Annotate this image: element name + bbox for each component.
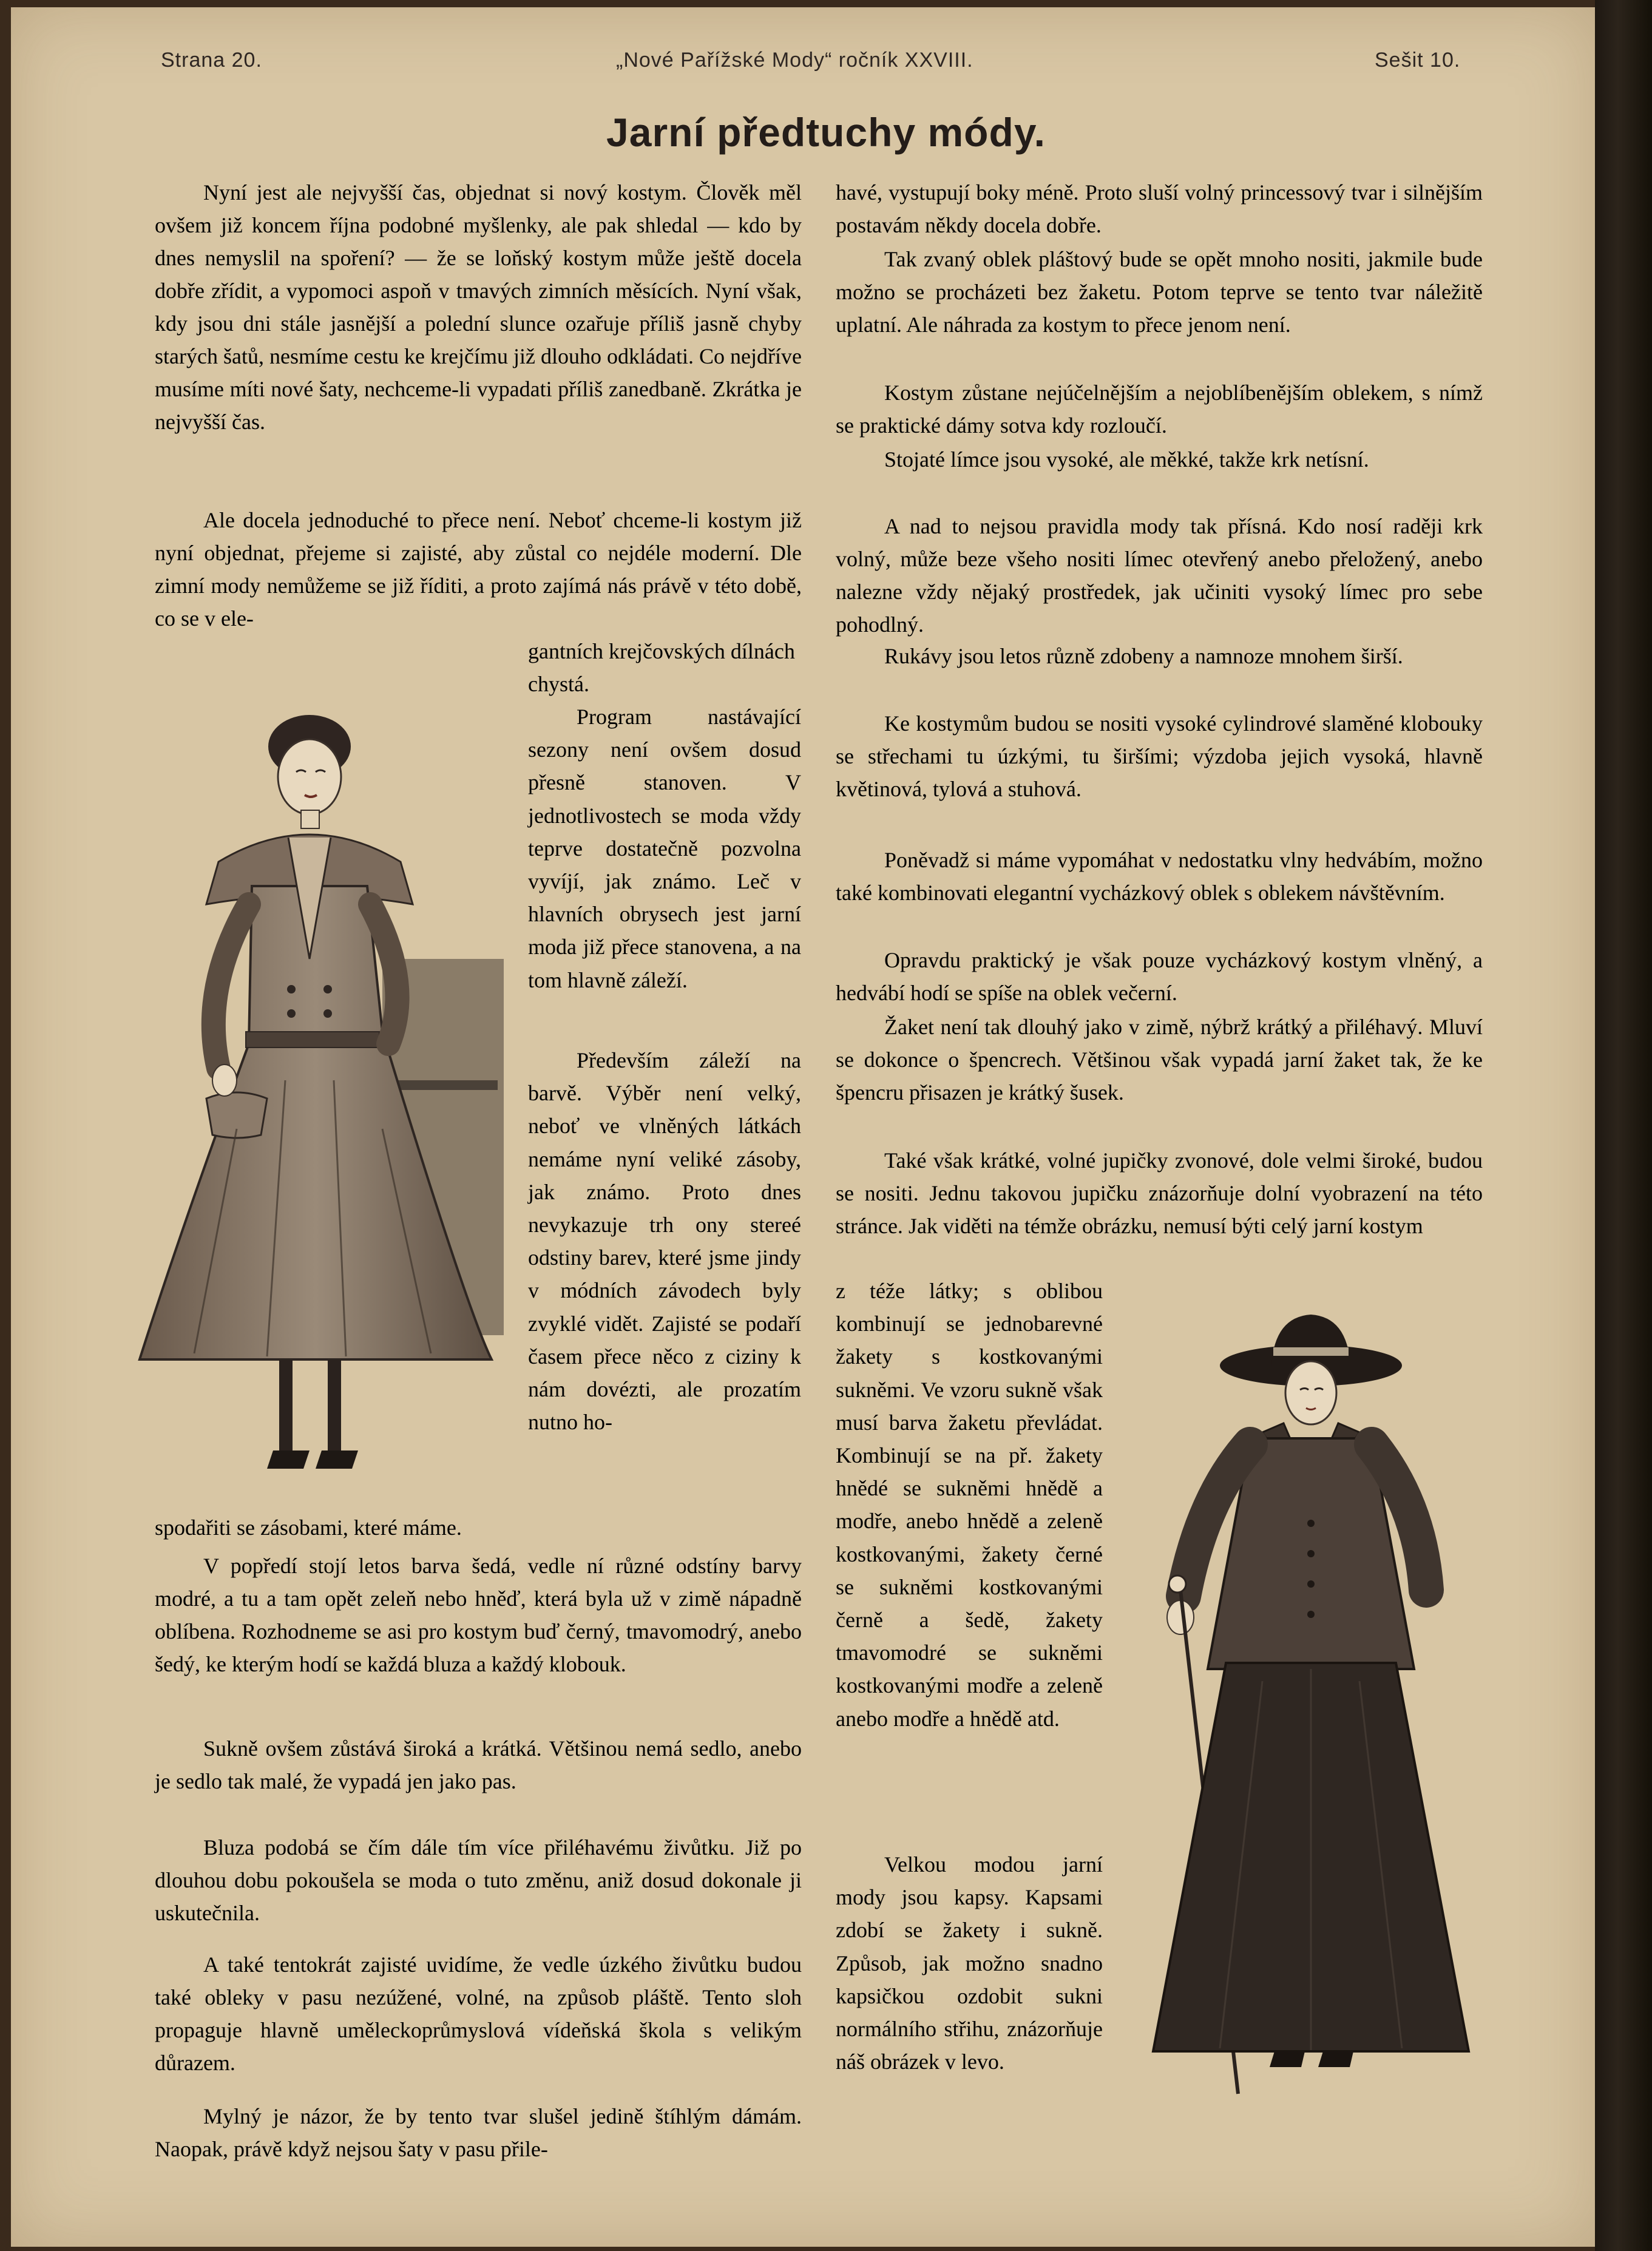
paragraph-right-2: Tak zvaný oblek pláštový bude se opět mnoho nositi, jakmile bude možno se procházeti bez žaketu. Potom teprve se tento tvar náležitě uplatní. Ale náhrada za kostym to přece jenom není.	[836, 247, 1483, 337]
article-title: Jarní předtuchy módy.	[606, 110, 1046, 155]
paragraph-right-4: Stojaté límce jsou vysoké, ale měkké, takže krk netísní.	[884, 447, 1369, 472]
paragraph-left-6: A také tentokrát zajisté uvidíme, že vedle úzkého živůtku budou také obleky v pasu nezúžené, volné, na způsob pláště. Tento sloh propaguje hlavně uměleckoprůmyslová vídeňská škola s velikým důrazem.	[155, 1952, 802, 2075]
magazine-title: „Nové Pařížské Mody“ ročník XXVIII.	[616, 49, 973, 72]
paragraph-right-7: Ke kostymům budou se nositi vysoké cylindrové slaměné klobouky se střechami tu úzkými, tu širšími; výzdoba jejich vysoká, hlavně květinová, tylová a stuhová.	[836, 711, 1483, 801]
book-spine	[1595, 0, 1652, 2251]
paragraph-left-5: Bluza podobá se čím dále tím více přiléhavému živůtku. Již po dlouhou dobu pokoušela se moda o tuto změnu, aniž dosud dokonale ji uskutečnila.	[155, 1835, 802, 1925]
paragraph-right-11: Také však krátké, volné jupičky zvonové, dole velmi široké, budou se nositi. Jednu takovou jupičku znázorňuje dolní vyobrazení na této stránce. Jak viděti na témže obrázku, nemusí býti celý jarní kostym	[836, 1148, 1483, 1238]
paragraph-right-9: Opravdu praktický je však pouze vycházkový kostym vlněný, a hedvábí hodí se spíše na oblek večerní.	[836, 948, 1483, 1005]
fashion-illustration-jacket	[1129, 1305, 1493, 2118]
paragraph-right-10: Žaket není tak dlouhý jako v zimě, nýbrž krátký a přiléhavý. Mluví se dokonce o špencrech. Většinou však vypadá jarní žaket tak, že ke špencru přisazen je krátký šusek.	[836, 1015, 1483, 1105]
paragraph-left-narrow-2: Program nastávající sezony není ovšem dosud přesně stanoven. V jednotlivostech se moda vždy teprve dostatečně pozvolna vyvíjí, jak známo. Leč v hlavních obrysech jest jarní moda již přece stanovena, a na tom hlavně záleží.	[528, 705, 801, 992]
paragraph-right-narrow-1: z téže látky; s oblibou kombinují se jednobarevné žakety s kostkovanými sukněmi. Ve vzoru sukně však musí barva žaketu převládat. Kombinují se na př. žakety hnědé se sukněmi hnědě a modře, anebo hnědě a zeleně kostkovanými, žakety černé se sukněmi kostkovanými černě a šedě, žakety tmavomodré se sukněmi kostkovanými modře a zeleně anebo modře a hnědě atd.	[836, 1279, 1103, 1731]
paragraph-left-continuation: spodařiti se zásobami, které máme.	[155, 1515, 462, 1540]
paragraph-right-narrow-2: Velkou modou jarní mody jsou kapsy. Kapsami zdobí se žakety i sukně. Způsob, jak možno snadno kapsičkou ozdobit sukni normálního střihu, znázorňuje náš obrázek v levo.	[836, 1852, 1103, 2074]
paragraph-left-narrow-1: gantních krejčovských dílnách chystá.	[528, 639, 795, 697]
paragraph-left-1: Nyní jest ale nejvyšší čas, objednat si nový kostym. Člověk měl ovšem již koncem října podobné myšlenky, ale pak shledal — kdo by dnes nemyslil na spoření? — že se loňský kostym může ještě docela dobře zřídit, a vypomoci aspoň v tmavých zimních měsících. Nyní však, kdy jsou dni stále jasnější a polední slunce ozařuje příliš jasně chyby starých šatů, nesmíme cestu ke krejčímu již dlouho odkládati. Co nejdříve musíme míti nové šaty, nechceme-li vypadati příliš zanedbaně. Zkrátka je nejvyšší čas.	[155, 180, 802, 434]
paragraph-left-4: Sukně ovšem zůstává široká a krátká. Většinou nemá sedlo, anebo je sedlo tak malé, že vypadá jen jako pas.	[155, 1736, 802, 1793]
paragraph-right-5: A nad to nejsou pravidla mody tak přísná. Kdo nosí raději krk volný, může beze všeho nositi límec otevřený anebo přeložený, anebo nalezne vždy nějaký prostředek, jak učiniti vysoký límec pro sebe pohodlný.	[836, 514, 1483, 637]
paragraph-right-6: Rukávy jsou letos různě zdobeny a namnoze mnohem širší.	[884, 644, 1403, 668]
paragraph-right-8: Poněvadž si máme vypomáhat v nedostatku vlny hedvábím, možno také kombinovati elegantní vycházkový oblek s oblekem návštěvním.	[836, 848, 1483, 905]
issue-label: Sešit 10.	[1375, 49, 1461, 72]
paragraph-left-3: V popředí stojí letos barva šedá, vedle ní různé odstíny barvy modré, a tu a tam opět zeleň nebo hněď, která byla už v zimě nápadně oblíbena. Rozhodneme se asi pro kostym buď černý, tmavomodrý, anebo šedý, ke kterým hodí se každá bluza a každý klobouk.	[155, 1554, 802, 1676]
paragraph-left-narrow-3: Především záleží na barvě. Výběr není velký, neboť ve vlněných látkách nemáme nyní veliké zásoby, jak známo. Proto dnes nevykazuje trh ony stereé odstiny barev, které jsme jindy v módních závodech byly zvyklé vidět. Zajisté se podaří časem přece něco z ciziny k nám dovézti, ale prozatím nutno ho-	[528, 1048, 801, 1435]
page-number: Strana 20.	[161, 49, 262, 72]
paragraph-left-2: Ale docela jednoduché to přece není. Neboť chceme-li kostym již nyní objednat, přejeme si zajisté, aby zůstal co nejdéle moderní. Dle zimní mody nemůžeme se již říditi, a proto zajímá nás právě v této době, co se v ele-	[155, 508, 802, 631]
paragraph-left-7: Mylný je názor, že by tento tvar slušel jedině štíhlým dámám. Naopak, právě když nejsou šaty v pasu přile-	[155, 2104, 802, 2161]
paragraph-right-1: havé, vystupují boky méně. Proto sluší volný princessový tvar i silnějším postavám někdy docela dobře.	[836, 180, 1483, 237]
paragraph-right-3: Kostym zůstane nejúčelnějším a nejoblíbenějším oblekem, s nímž se praktické dámy sotva kdy rozloučí.	[836, 381, 1483, 438]
fashion-illustration-coat	[127, 704, 522, 1529]
